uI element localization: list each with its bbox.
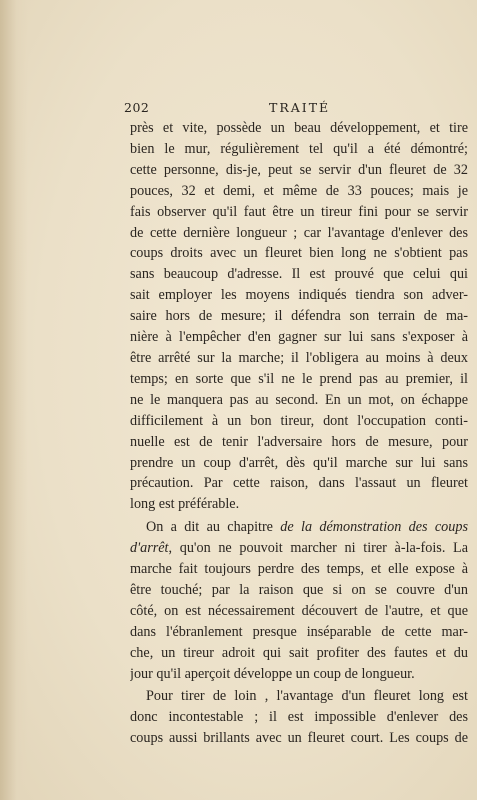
text-line: dans l'ébranlement presque inséparable de cette mar- xyxy=(130,623,468,640)
text-run: On a dit au chapitre xyxy=(146,519,281,536)
text-line: côté, on est nécessairement découvert de l'autre, et que xyxy=(130,602,468,619)
text-line: jour qu'il aperçoit développe un coup de longueur. xyxy=(130,665,415,682)
text-run: , qu'on ne pouvoit marcher ni tirer à-la-fois. La xyxy=(168,540,468,557)
text-line: fais observer qu'il faut être un tireur fini pour se servir xyxy=(130,203,468,220)
text-line: précaution. Par cette raison, dans l'assaut un fleuret xyxy=(130,475,468,492)
text-line: près et vite, possède un beau développement, et tire xyxy=(130,120,468,136)
text-line: nuelle est de tenir l'adversaire hors de mesure, pour xyxy=(130,433,468,450)
text-line: long est préférable. xyxy=(130,496,240,513)
text-line: coups aussi brillants avec un fleuret court. Les coups de xyxy=(130,730,468,747)
text-line: pouces, 32 et demi, et même de 33 pouces; mais je xyxy=(130,182,468,199)
text-line xyxy=(130,538,468,559)
italic-run: d'arrêt xyxy=(130,540,169,557)
text-line: temps; en sorte que s'il ne le prend pas au premier, il xyxy=(130,370,468,387)
running-title: TRAITÉ xyxy=(269,100,331,115)
text-line: cette personne, dis-je, peut se servir d'un fleuret de 32 xyxy=(130,161,468,178)
text-line: de cette dernière longueur ; car l'avantage d'enlever des xyxy=(130,224,468,241)
body-text xyxy=(130,118,468,749)
text-line: nière à l'empêcher d'en gagner sur lui sans s'exposer à xyxy=(130,329,468,346)
text-line: che, un tireur adroit qui sait profiter des fautes et du xyxy=(130,644,468,661)
text-line: prendre un coup d'arrêt, dès qu'il marche sur lui sans xyxy=(130,454,468,471)
text-line: coups droits avec un fleuret bien long ne s'obtient pas xyxy=(130,245,468,262)
text-line: difficilement à un bon tireur, dont l'occupation conti- xyxy=(130,412,468,429)
paragraph-2 xyxy=(130,517,468,684)
paragraph-1 xyxy=(130,118,468,515)
text-line: Pour tirer de loin , l'avantage d'un fleuret long est xyxy=(146,688,468,705)
text-line: être touché; par la raison que si on se couvre d'un xyxy=(130,581,468,598)
text-line: bien le mur, régulièrement tel qu'il a été démontré; xyxy=(130,140,468,157)
text-line: donc incontestable ; il est impossible d'enlever des xyxy=(130,709,468,726)
binding-shadow xyxy=(0,0,28,800)
italic-run: de la démonstration des coups xyxy=(280,519,468,536)
text-line: sans beaucoup d'adresse. Il est prouvé que celui qui xyxy=(130,266,468,283)
page-header xyxy=(124,100,469,116)
text-line: être arrêté sur la marche; il l'obligera au moins à deux xyxy=(130,349,468,366)
text-line: marche fait toujours perdre des temps, et elle expose à xyxy=(130,561,468,578)
paragraph-3 xyxy=(130,686,468,749)
text-line xyxy=(130,517,468,538)
text-line: saire hors de mesure; il défendra son terrain de ma- xyxy=(130,308,468,325)
text-line: ne le manquera pas au second. En un mot, on échappe xyxy=(130,391,468,408)
page-number: 202 xyxy=(124,100,150,115)
text-line: sait employer les moyens indiqués tiendra son adver- xyxy=(130,287,468,304)
